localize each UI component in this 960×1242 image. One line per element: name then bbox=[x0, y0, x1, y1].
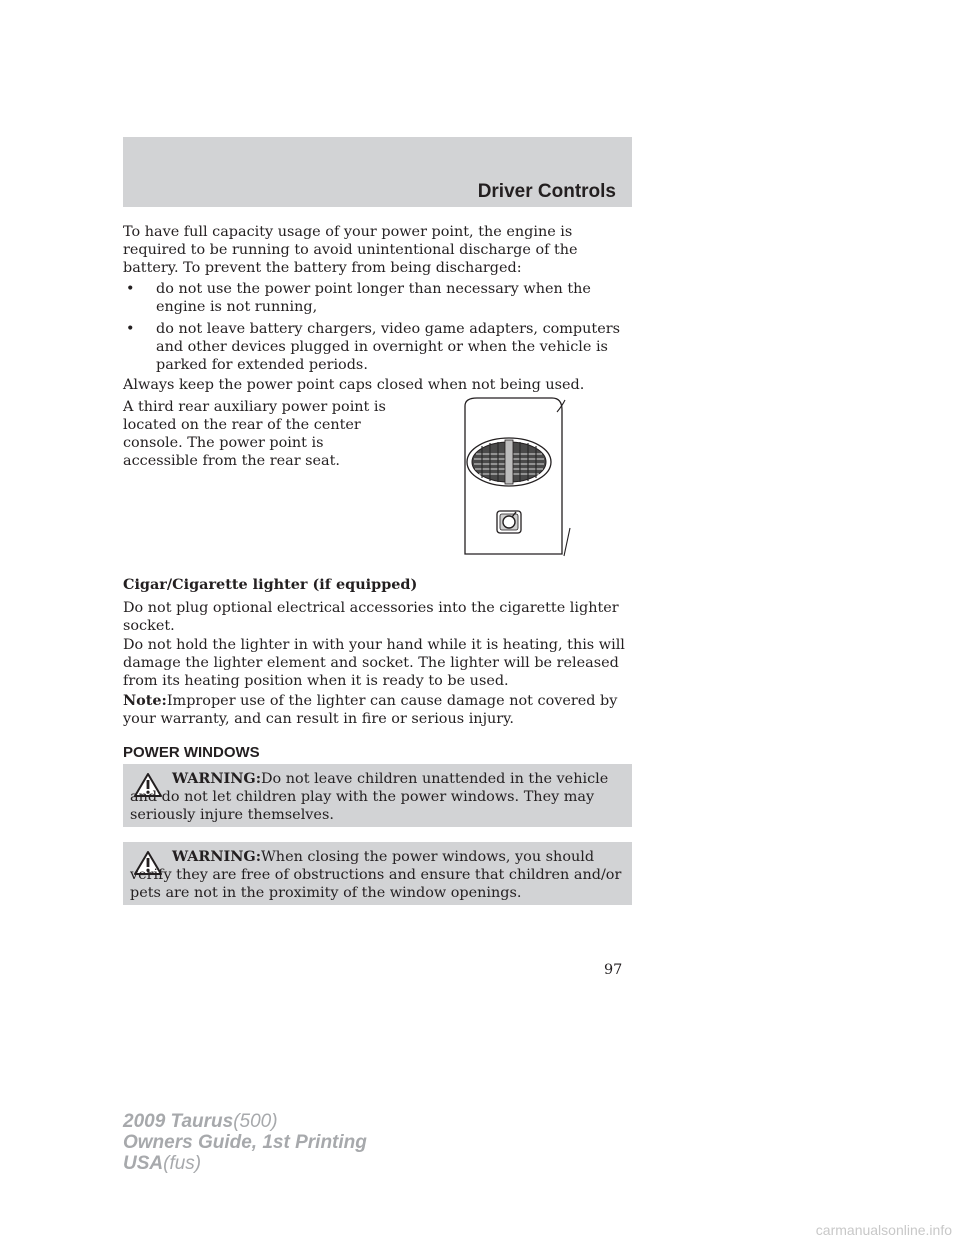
bullet-symbol: • bbox=[126, 281, 135, 297]
caps-paragraph: Always keep the power point caps closed when not being used. bbox=[123, 377, 585, 393]
warning-label: WARNING: bbox=[172, 770, 262, 787]
page-number: 97 bbox=[604, 962, 623, 978]
third-power-point-paragraph: A third rear auxiliary power point is located on the rear of the center console. The power point is accessible from the rear seat. bbox=[123, 399, 386, 469]
warning-box bbox=[123, 764, 632, 827]
header-band bbox=[123, 137, 632, 207]
note-label: Note: bbox=[123, 692, 167, 709]
footer-market-code: (fus) bbox=[163, 1153, 202, 1174]
warning-body: When closing the power windows, you should verify they are free of obstructions and ensure that children and/or pets are not in the proximity of the window openings. bbox=[130, 849, 622, 901]
intro-paragraph: To have full capacity usage of your power point, the engine is required to be running to avoid unintentional discharge of the battery. To prevent the battery from being discharged: bbox=[123, 224, 578, 276]
cigar-heading: Cigar/Cigarette lighter (if equipped) bbox=[123, 576, 418, 593]
watermark: carmanualsonline.info bbox=[815, 1222, 952, 1238]
console-illustration bbox=[452, 396, 578, 558]
footer-market: USA bbox=[123, 1153, 164, 1174]
warning-text bbox=[130, 848, 625, 902]
section-title: Driver Controls bbox=[477, 181, 616, 202]
power-windows-heading: POWER WINDOWS bbox=[123, 744, 260, 761]
footer-model-code: (500) bbox=[233, 1111, 278, 1132]
warning-label: WARNING: bbox=[172, 848, 262, 865]
footer-guide: Owners Guide, 1st Printing bbox=[123, 1132, 367, 1153]
warning-body: Do not leave children unattended in the vehicle and do not let children play with the power windows. They may seriously injure themselves. bbox=[130, 771, 609, 823]
cigar-paragraph-2: Do not hold the lighter in with your hand while it is heating, this will damage the lighter element and socket. The lighter will be released from its heating position when it is ready to be used. bbox=[123, 637, 625, 689]
note-text: Improper use of the lighter can cause damage not covered by your warranty, and can result in fire or serious injury. bbox=[123, 693, 618, 727]
cigar-note bbox=[123, 692, 635, 728]
bullet-text: do not leave battery chargers, video game adapters, computers and other devices plugged in overnight or when the vehicle is parked for extended periods. bbox=[156, 321, 620, 373]
warning-box bbox=[123, 842, 632, 905]
cigar-paragraph-1: Do not plug optional electrical accessories into the cigarette lighter socket. bbox=[123, 600, 619, 634]
bullet-text: do not use the power point longer than necessary when the engine is not running, bbox=[156, 281, 591, 315]
footer-model: 2009 Taurus bbox=[123, 1111, 234, 1132]
footer bbox=[123, 1111, 367, 1174]
power-point-icon bbox=[497, 511, 521, 533]
warning-text bbox=[130, 770, 625, 824]
bullet-symbol: • bbox=[126, 321, 135, 337]
